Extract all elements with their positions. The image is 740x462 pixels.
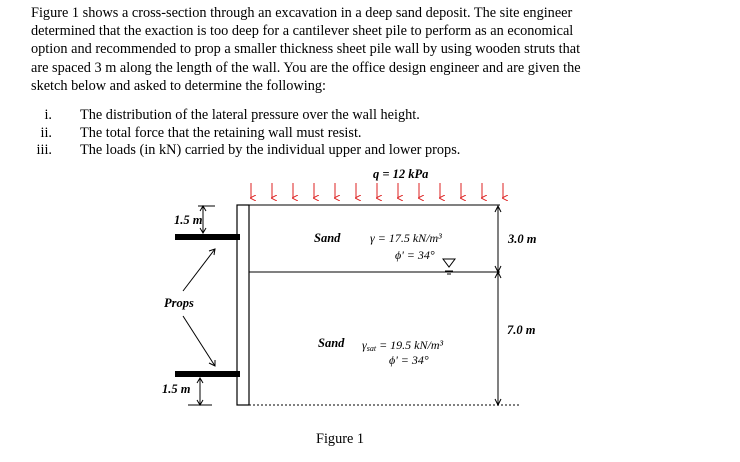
lower-thickness: 7.0 m bbox=[507, 323, 536, 337]
paragraph-line: option and recommended to prop a smaller thickness sheet pile wall by using wooden struts that bbox=[31, 41, 581, 58]
upper-soil-label: Sand bbox=[314, 231, 341, 245]
paragraph-line: are spaced 3 m along the length of the wall. You are the office design engineer and are given the bbox=[31, 59, 581, 76]
top-prop-depth: 1.5 m bbox=[174, 213, 203, 227]
item-text: The total force that the retaining wall must resist. bbox=[80, 124, 362, 141]
item-number: i. bbox=[44, 107, 52, 123]
paragraph-line: determined that the exaction is too deep for a cantilever sheet pile to perform as an economical bbox=[31, 23, 574, 40]
surcharge-arrows bbox=[251, 183, 503, 198]
thickness-dimensions bbox=[495, 206, 501, 405]
upper-thickness: 3.0 m bbox=[508, 232, 537, 246]
paragraph-line: Figure 1 shows a cross-section through an excavation in a deep sand deposit. The site engineer bbox=[31, 5, 573, 21]
lower-soil-label: Sand bbox=[318, 336, 345, 350]
upper-phi: ϕ' = 34° bbox=[395, 248, 435, 262]
lower-gamma: γsat = 19.5 kN/m³ bbox=[362, 338, 444, 353]
item-text: The distribution of the lateral pressure over the wall height. bbox=[80, 107, 420, 123]
item-number: ii. bbox=[40, 124, 52, 141]
bottom-prop-depth: 1.5 m bbox=[162, 382, 191, 396]
item-number: iii. bbox=[36, 142, 52, 158]
upper-gamma: γ = 17.5 kN/m³ bbox=[370, 231, 442, 245]
bottom-prop-dimension bbox=[188, 378, 212, 405]
surcharge-label: q = 12 kPa bbox=[373, 167, 429, 181]
props-label: Props bbox=[164, 296, 194, 310]
item-text: The loads (in kN) carried by the individual upper and lower props. bbox=[80, 142, 461, 158]
figure-caption: Figure 1 bbox=[316, 431, 365, 447]
paragraph-line: sketch below and asked to determine the following: bbox=[31, 77, 326, 94]
lower-phi: ϕ' = 34° bbox=[389, 353, 429, 367]
